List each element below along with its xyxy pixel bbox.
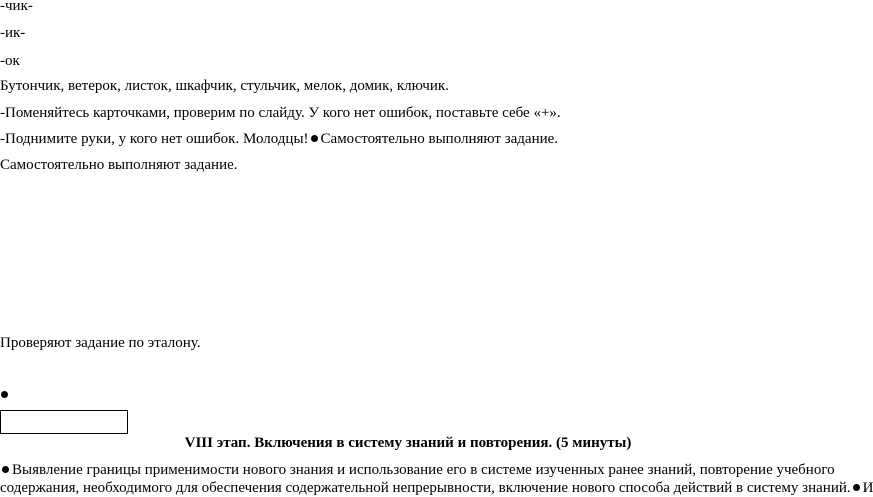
- stage-description-line-2-text: содержания, необходимого для обеспечения содержательной непрерывности, включение нового способа действий в систему знаний.: [0, 480, 851, 496]
- swap-cards-instruction: -Поменяйтесь карточками, проверим по слайду. У кого нет ошибок, поставьте себе «+».: [0, 105, 561, 121]
- bullet-line: [0, 386, 11, 404]
- stage-description: [0, 461, 873, 497]
- stage-description-line-2: [0, 479, 873, 497]
- empty-text-box: [0, 410, 128, 434]
- raise-hands-line: [0, 130, 558, 148]
- bullet-icon: [2, 466, 9, 473]
- stage-heading: VIII этап. Включения в систему знаний и повторения. (5 минуты): [184, 435, 632, 451]
- raise-hands-tail: Самостоятельно выполняют задание.: [320, 131, 559, 147]
- raise-hands-text: -Поднимите руки, у кого нет ошибок. Молодцы!: [0, 131, 309, 147]
- words-list: Бутончик, ветерок, листок, шкафчик, стульчик, мелок, домик, ключик.: [0, 78, 449, 94]
- check-by-standard-text: Проверяют задание по эталону.: [0, 335, 201, 351]
- bullet-icon: [1, 391, 8, 398]
- suffix-chik: -чик-: [0, 0, 33, 14]
- stage-description-line-1-text: Выявление границы применимости нового знания и использование его в системе изученных ранее знаний, повторение учебного: [12, 462, 835, 478]
- bullet-icon: [853, 484, 860, 491]
- bullet-icon: [311, 135, 318, 142]
- independent-work-text: Самостоятельно выполняют задание.: [0, 157, 238, 173]
- stage-description-line-1: [0, 461, 835, 479]
- suffix-ok: -ок: [0, 53, 20, 69]
- stage-description-line-2-tail: И: [862, 480, 873, 496]
- suffix-ik: -ик-: [0, 25, 26, 41]
